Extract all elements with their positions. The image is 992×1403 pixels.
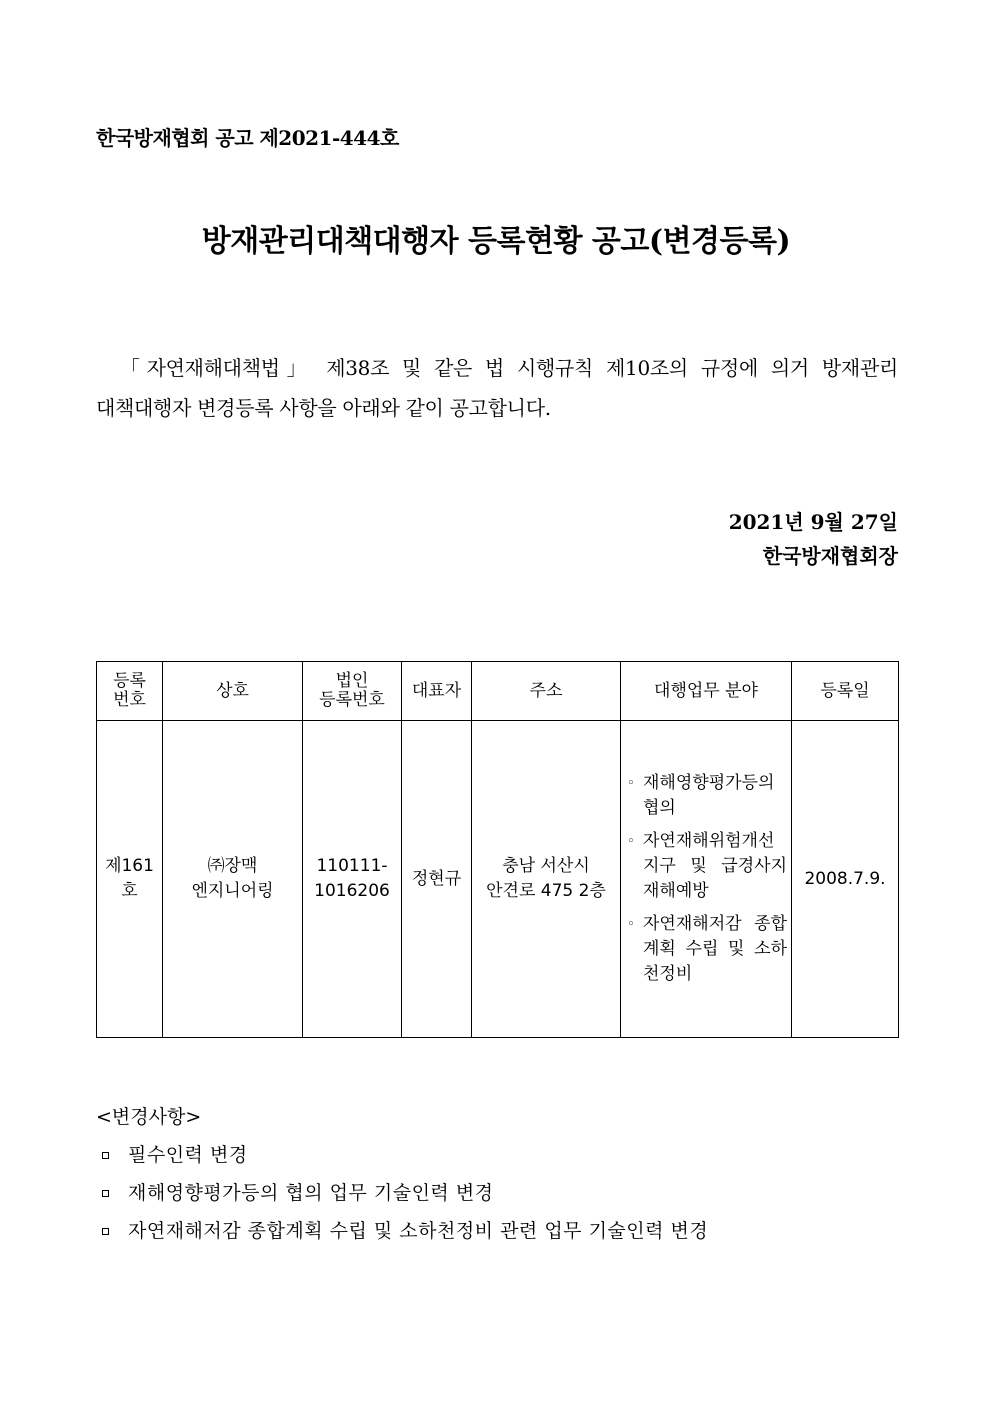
- cell-reg-no: 제161호: [97, 721, 163, 1038]
- cell-company-line-1: ㈜장맥: [207, 856, 258, 876]
- header-corp-no-line-1: 법인: [335, 671, 369, 691]
- table-header-row: [97, 662, 899, 721]
- list-item: [96, 1212, 708, 1250]
- list-item: [96, 1174, 708, 1212]
- field-item-text: 재해영향평가등의 협의: [643, 773, 775, 818]
- list-item: [96, 1136, 708, 1174]
- field-item-text: 자연재해저감 종합계획 수립 및 소하천정비: [643, 914, 787, 984]
- registration-table: [96, 661, 899, 1038]
- cell-corp-no-line-2: 1016206: [314, 881, 390, 901]
- header-representative: 대표자: [402, 662, 472, 721]
- change-item-text: 필수인력 변경: [128, 1144, 248, 1166]
- list-item: [625, 912, 787, 987]
- cell-corp-no: [303, 721, 402, 1038]
- header-reg-no-line-1: 등록: [113, 671, 146, 691]
- header-address: 주소: [472, 662, 621, 721]
- change-item-text: 자연재해저감 종합계획 수립 및 소하천정비 관련 업무 기술인력 변경: [128, 1220, 709, 1242]
- header-reg-no: [97, 662, 163, 721]
- small-circle-bullet-icon: ◦: [627, 834, 635, 849]
- header-company: 상호: [163, 662, 303, 721]
- changes-section: [96, 1098, 708, 1250]
- cell-representative: 정현규: [402, 721, 472, 1038]
- page-title: 방재관리대책대행자 등록현황 공고(변경등록): [201, 224, 791, 259]
- change-item-text: 재해영향평가등의 협의 업무 기술인력 변경: [128, 1182, 494, 1204]
- notice-body-line-2: 대책대행자 변경등록 사항을 아래와 같이 공고합니다.: [96, 396, 551, 420]
- header-reg-date: 등록일: [792, 662, 899, 721]
- small-circle-bullet-icon: ◦: [627, 776, 635, 791]
- field-list: [621, 771, 791, 987]
- list-item: [625, 771, 787, 821]
- square-bullet-icon: [102, 1152, 109, 1159]
- cell-reg-date: 2008.7.9.: [792, 721, 899, 1038]
- notice-date: 2021년 9월 27일: [728, 510, 898, 534]
- header-field: 대행업무 분야: [621, 662, 792, 721]
- notice-body: [96, 348, 898, 428]
- field-item-text: 자연재해위험개선지구 및 급경사지 재해예방: [643, 831, 787, 901]
- cell-corp-no-line-1: 110111-: [316, 856, 388, 876]
- header-reg-no-line-2: 번호: [113, 690, 146, 710]
- table-row: [97, 721, 899, 1038]
- header-corp-no-line-2: 등록번호: [319, 690, 385, 710]
- cell-company: [163, 721, 303, 1038]
- cell-field: [621, 721, 792, 1038]
- small-circle-bullet-icon: ◦: [627, 917, 635, 932]
- list-item: [625, 829, 787, 904]
- header-corp-no: [303, 662, 402, 721]
- cell-address-line-2: 안견로 475 2층: [486, 881, 606, 901]
- square-bullet-icon: [102, 1190, 109, 1197]
- cell-company-line-2: 엔지니어링: [191, 881, 274, 901]
- notice-body-line-1: 「자연재해대책법」 제38조 및 같은 법 시행규칙 제10조의 규정에 의거 방재관리: [120, 356, 898, 380]
- signer-name: 한국방재협회장: [762, 544, 898, 568]
- square-bullet-icon: [102, 1228, 109, 1235]
- notice-number: 한국방재협회 공고 제2021-444호: [96, 126, 399, 150]
- changes-heading: <변경사항>: [96, 1106, 202, 1128]
- cell-address-line-1: 충남 서산시: [502, 856, 590, 876]
- cell-address: [472, 721, 621, 1038]
